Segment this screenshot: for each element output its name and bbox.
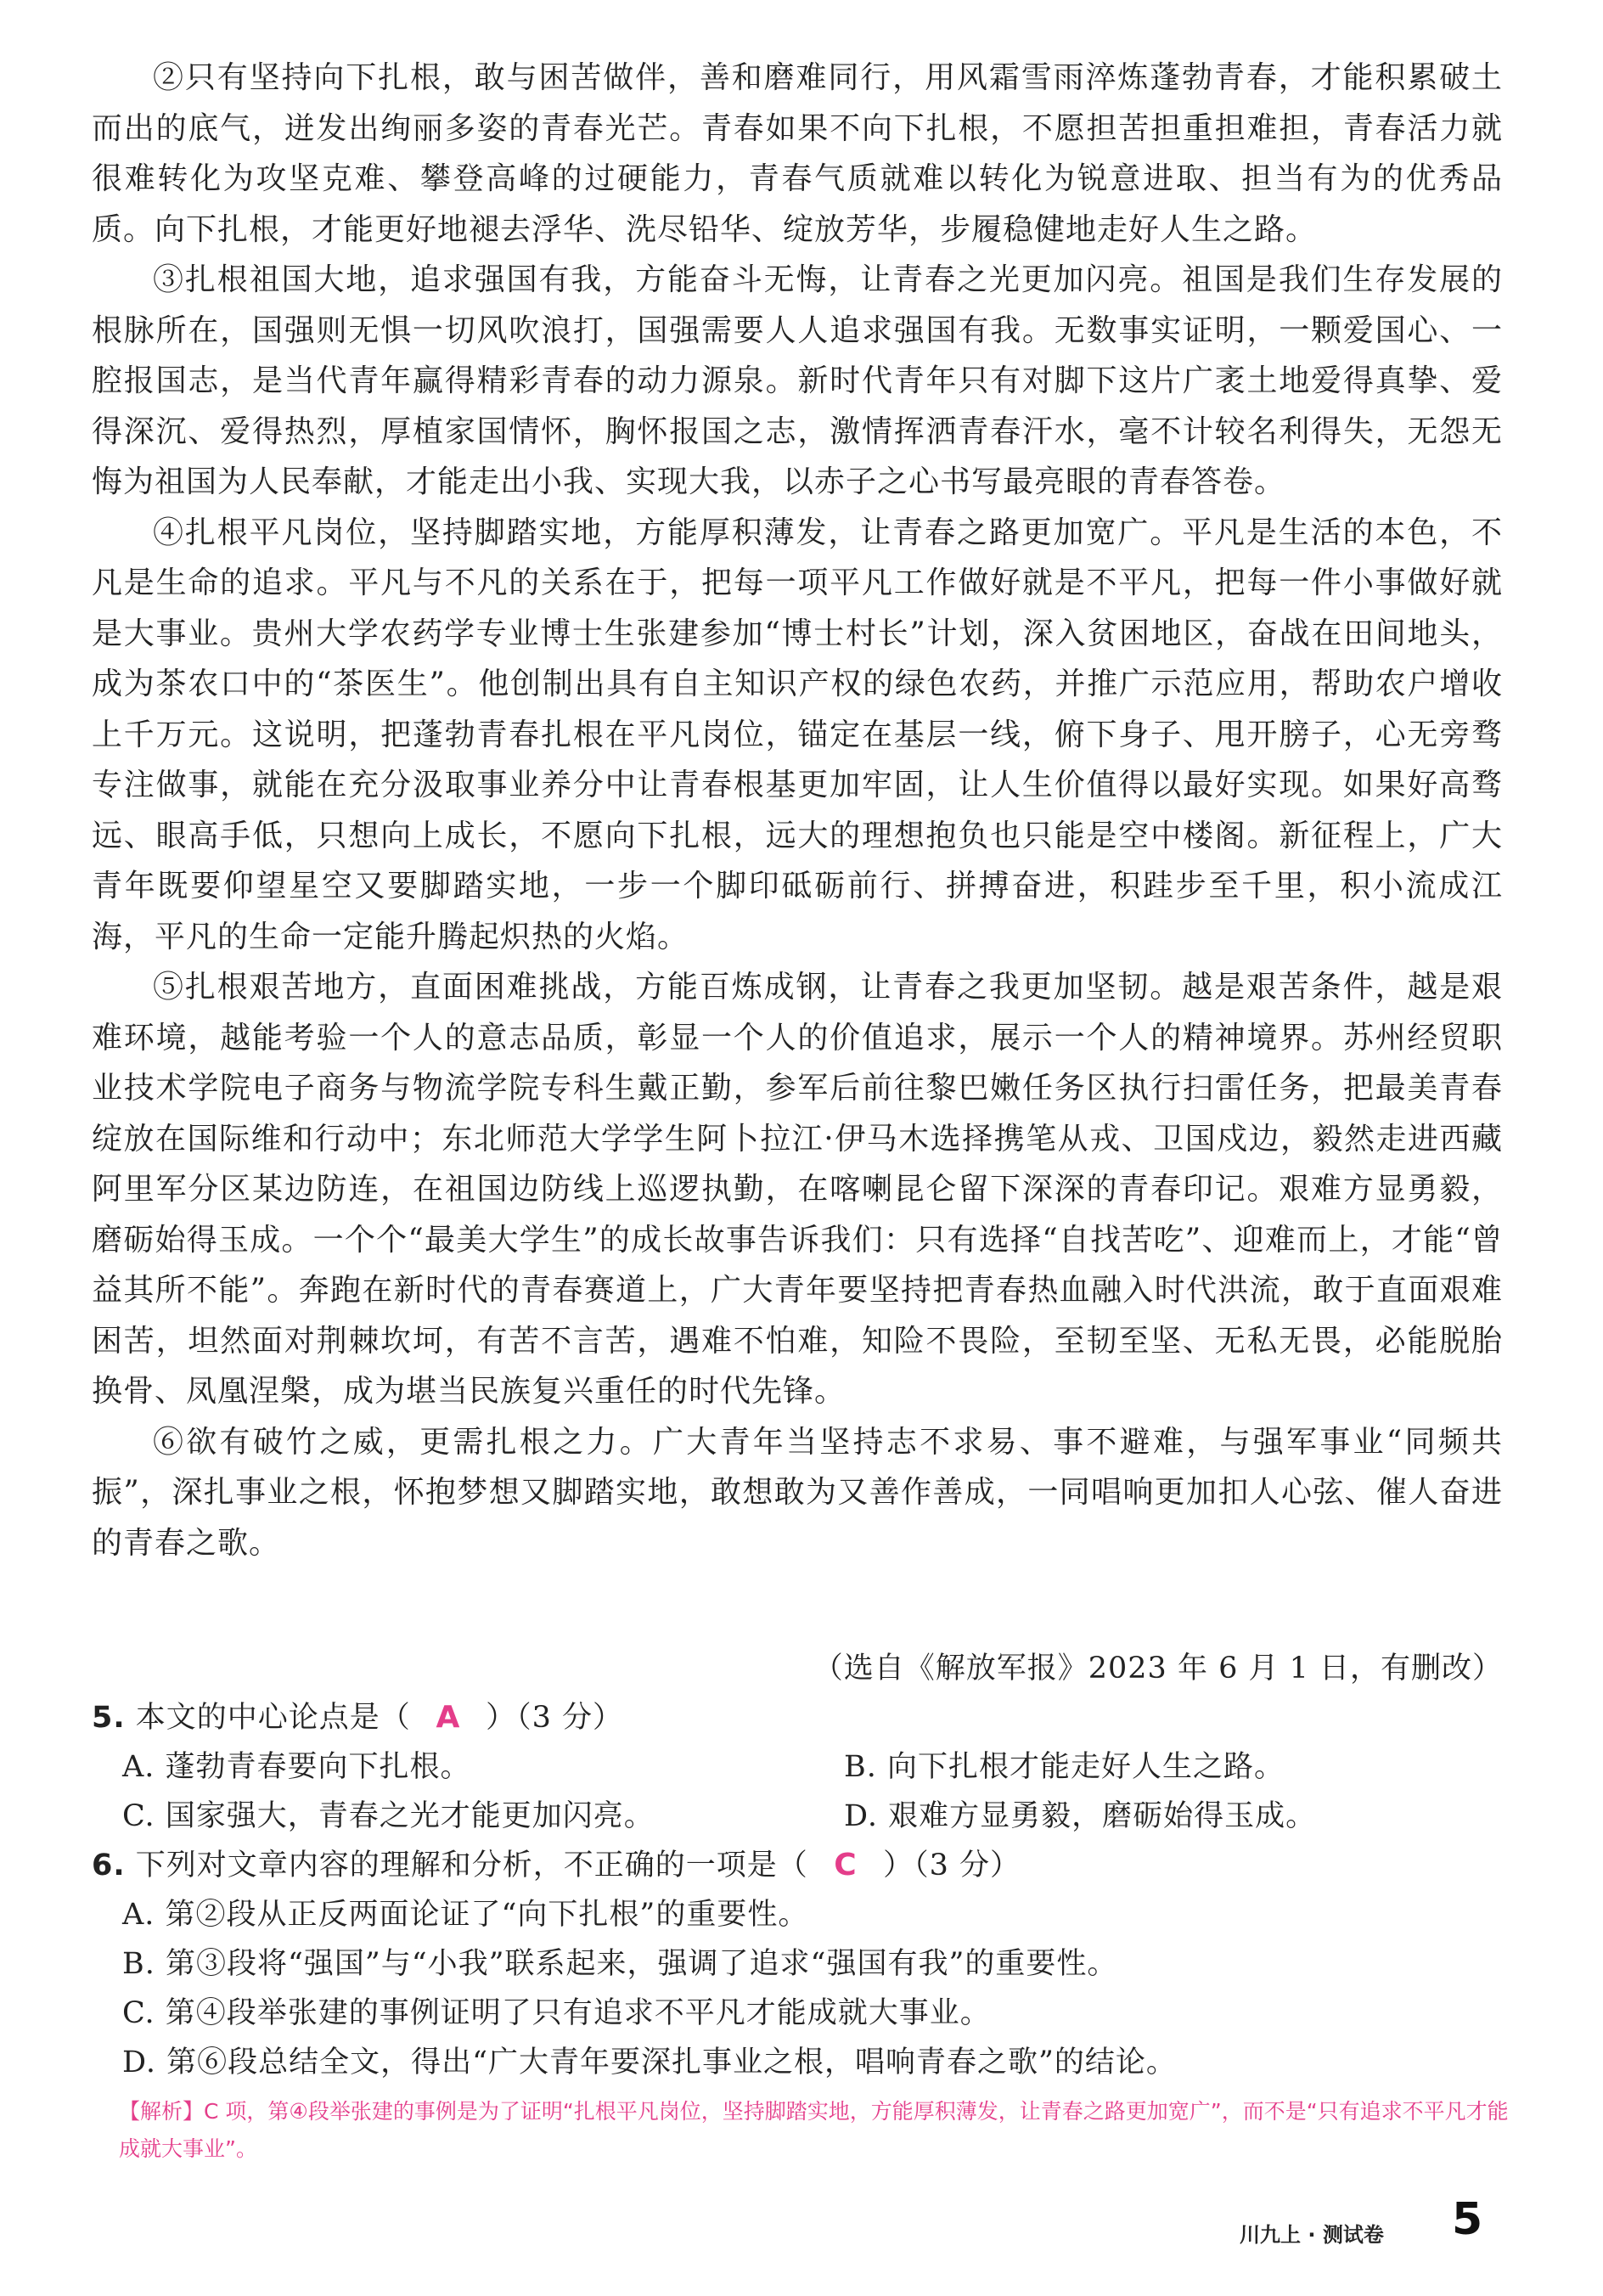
- question-6-answer: C: [834, 1848, 858, 1882]
- paragraph-2: ②只有坚持向下扎根，敢与困苦做伴，善和磨难同行，用风霜雪雨淬炼蓬勃青春，才能积累破土而出的底气，迸发出绚丽多姿的青春光芒。青春如果不向下扎根，不愿担苦担重担难担，青春活力就很难转化为攻坚克难、攀登高峰的过硬能力，青春气质就难以转化为锐意进取、担当有为的优秀品质。向下扎根，才能更好地褪去浮华、洗尽铅华、绽放芳华，步履稳健地走好人生之路。: [92, 60, 1503, 247]
- question-5-stem: [92, 1693, 1535, 1742]
- question-5-number: 5.: [92, 1701, 126, 1735]
- question-5-answer: A: [436, 1700, 461, 1735]
- question-5-stem-after: ）（3 分）: [486, 1701, 623, 1735]
- question-5: [92, 1693, 1535, 1841]
- article-source: （选自《解放军报》2023 年 6 月 1 日，有删改）: [813, 1652, 1503, 1685]
- paragraph-3: ③扎根祖国大地，追求强国有我，方能奋斗无悔，让青春之光更加闪亮。祖国是我们生存发展的根脉所在，国强则无惧一切风吹浪打，国强需要人人追求强国有我。无数事实证明，一颗爱国心、一腔报国志，是当代青年赢得精彩青春的动力源泉。新时代青年只有对脚下这片广袤土地爱得真挚、爱得深沉、爱得热烈，厚植家国情怀，胸怀报国之志，激情挥洒青春汗水，毫不计较名利得失，无怨无悔为祖国为人民奉献，才能走出小我、实现大我，以赤子之心书写最亮眼的青春答卷。: [92, 262, 1503, 499]
- question-6-options: [92, 1890, 1535, 2087]
- question-6-option-d: D. 第⑥段总结全文，得出“广大青年要深扎事业之根，唱响青春之歌”的结论。: [122, 2046, 1177, 2079]
- question-6-option-a: A. 第②段从正反两面论证了“向下扎根”的重要性。: [122, 1898, 809, 1932]
- paragraph-4: ④扎根平凡岗位，坚持脚踏实地，方能厚积薄发，让青春之路更加宽广。平凡是生活的本色，不凡是生命的追求。平凡与不凡的关系在于，把每一项平凡工作做好就是不平凡，把每一件小事做好就是大事业。贵州大学农药学专业博士生张建参加“博士村长”计划，深入贫困地区，奋战在田间地头，成为茶农口中的“茶医生”。他创制出具有自主知识产权的绿色农药，并推广示范应用，帮助农户增收上千万元。这说明，把蓬勃青春扎根在平凡岗位，锚定在基层一线，俯下身子、甩开膀子，心无旁骛专注做事，就能在充分汲取事业养分中让青春根基更加牢固，让人生价值得以最好实现。如果好高骛远、眼高手低，只想向上成长，不愿向下扎根，远大的理想抱负也只能是空中楼阁。新征程上，广大青年既要仰望星空又要脚踏实地，一步一个脚印砥砺前行、拼搏奋进，积跬步至千里，积小流成江海，平凡的生命一定能升腾起炽热的火焰。: [92, 515, 1503, 954]
- question-6-stem: [92, 1841, 1535, 1890]
- question-6-stem-after: ）（3 分）: [883, 1849, 1021, 1882]
- page-number: 5: [1452, 2194, 1483, 2245]
- article-body: [92, 53, 1503, 1568]
- question-6: [92, 1841, 1535, 2087]
- question-6-option-b: B. 第③段将“强国”与“小我”联系起来，强调了追求“强国有我”的重要性。: [122, 1947, 1118, 1981]
- question-5-stem-before: 本文的中心论点是（: [135, 1701, 411, 1735]
- footer-label: 川九上 · 测试卷: [1240, 2223, 1384, 2247]
- paragraph-5: ⑤扎根艰苦地方，直面困难挑战，方能百炼成钢，让青春之我更加坚韧。越是艰苦条件，越是艰难环境，越能考验一个人的意志品质，彰显一个人的价值追求，展示一个人的精神境界。苏州经贸职业技术学院电子商务与物流学院专科生戴正勤，参军后前往黎巴嫩任务区执行扫雷任务，把最美青春绽放在国际维和行动中；东北师范大学学生阿卜拉江·伊马木选择携笔从戎、卫国戍边，毅然走进西藏阿里军分区某边防连，在祖国边防线上巡逻执勤，在喀喇昆仑留下深深的青春印记。艰难方显勇毅，磨砺始得玉成。一个个“最美大学生”的成长故事告诉我们：只有选择“自找苦吃”、迎难而上，才能“曾益其所不能”。奔跑在新时代的青春赛道上，广大青年要坚持把青春热血融入时代洪流，敢于直面艰难困苦，坦然面对荆棘坎坷，有苦不言苦，遇难不怕难，知险不畏险，至韧至坚、无私无畏，必能脱胎换骨、凤凰涅槃，成为堪当民族复兴重任的时代先锋。: [92, 970, 1503, 1409]
- question-5-option-a: A. 蓬勃青春要向下扎根。: [122, 1750, 471, 1784]
- question-6-stem-before: 下列对文章内容的理解和分析，不正确的一项是（: [135, 1849, 808, 1882]
- question-5-options: [92, 1742, 1535, 1841]
- answer-explanation: 【解析】C 项，第④段举张建的事例是为了证明“扎根平凡岗位，坚持脚踏实地，方能厚积薄发，让青春之路更加宽广”，而不是“只有追求不平凡才能成就大事业”。: [119, 2099, 1509, 2161]
- question-6-number: 6.: [92, 1849, 126, 1882]
- question-5-option-d: D. 艰难方显勇毅，磨砺始得玉成。: [844, 1799, 1317, 1833]
- question-6-option-c: C. 第④段举张建的事例证明了只有追求不平凡才能成就大事业。: [122, 1996, 991, 2030]
- question-5-option-b: B. 向下扎根才能走好人生之路。: [844, 1750, 1285, 1784]
- paragraph-6: ⑥欲有破竹之威，更需扎根之力。广大青年当坚持志不求易、事不避难，与强军事业“同频共振”，深扎事业之根，怀抱梦想又脚踏实地，敢想敢为又善作善成，一同唱响更加扣人心弦、催人奋进的青春之歌。: [92, 1424, 1503, 1561]
- question-5-option-c: C. 国家强大，青春之光才能更加闪亮。: [122, 1799, 655, 1833]
